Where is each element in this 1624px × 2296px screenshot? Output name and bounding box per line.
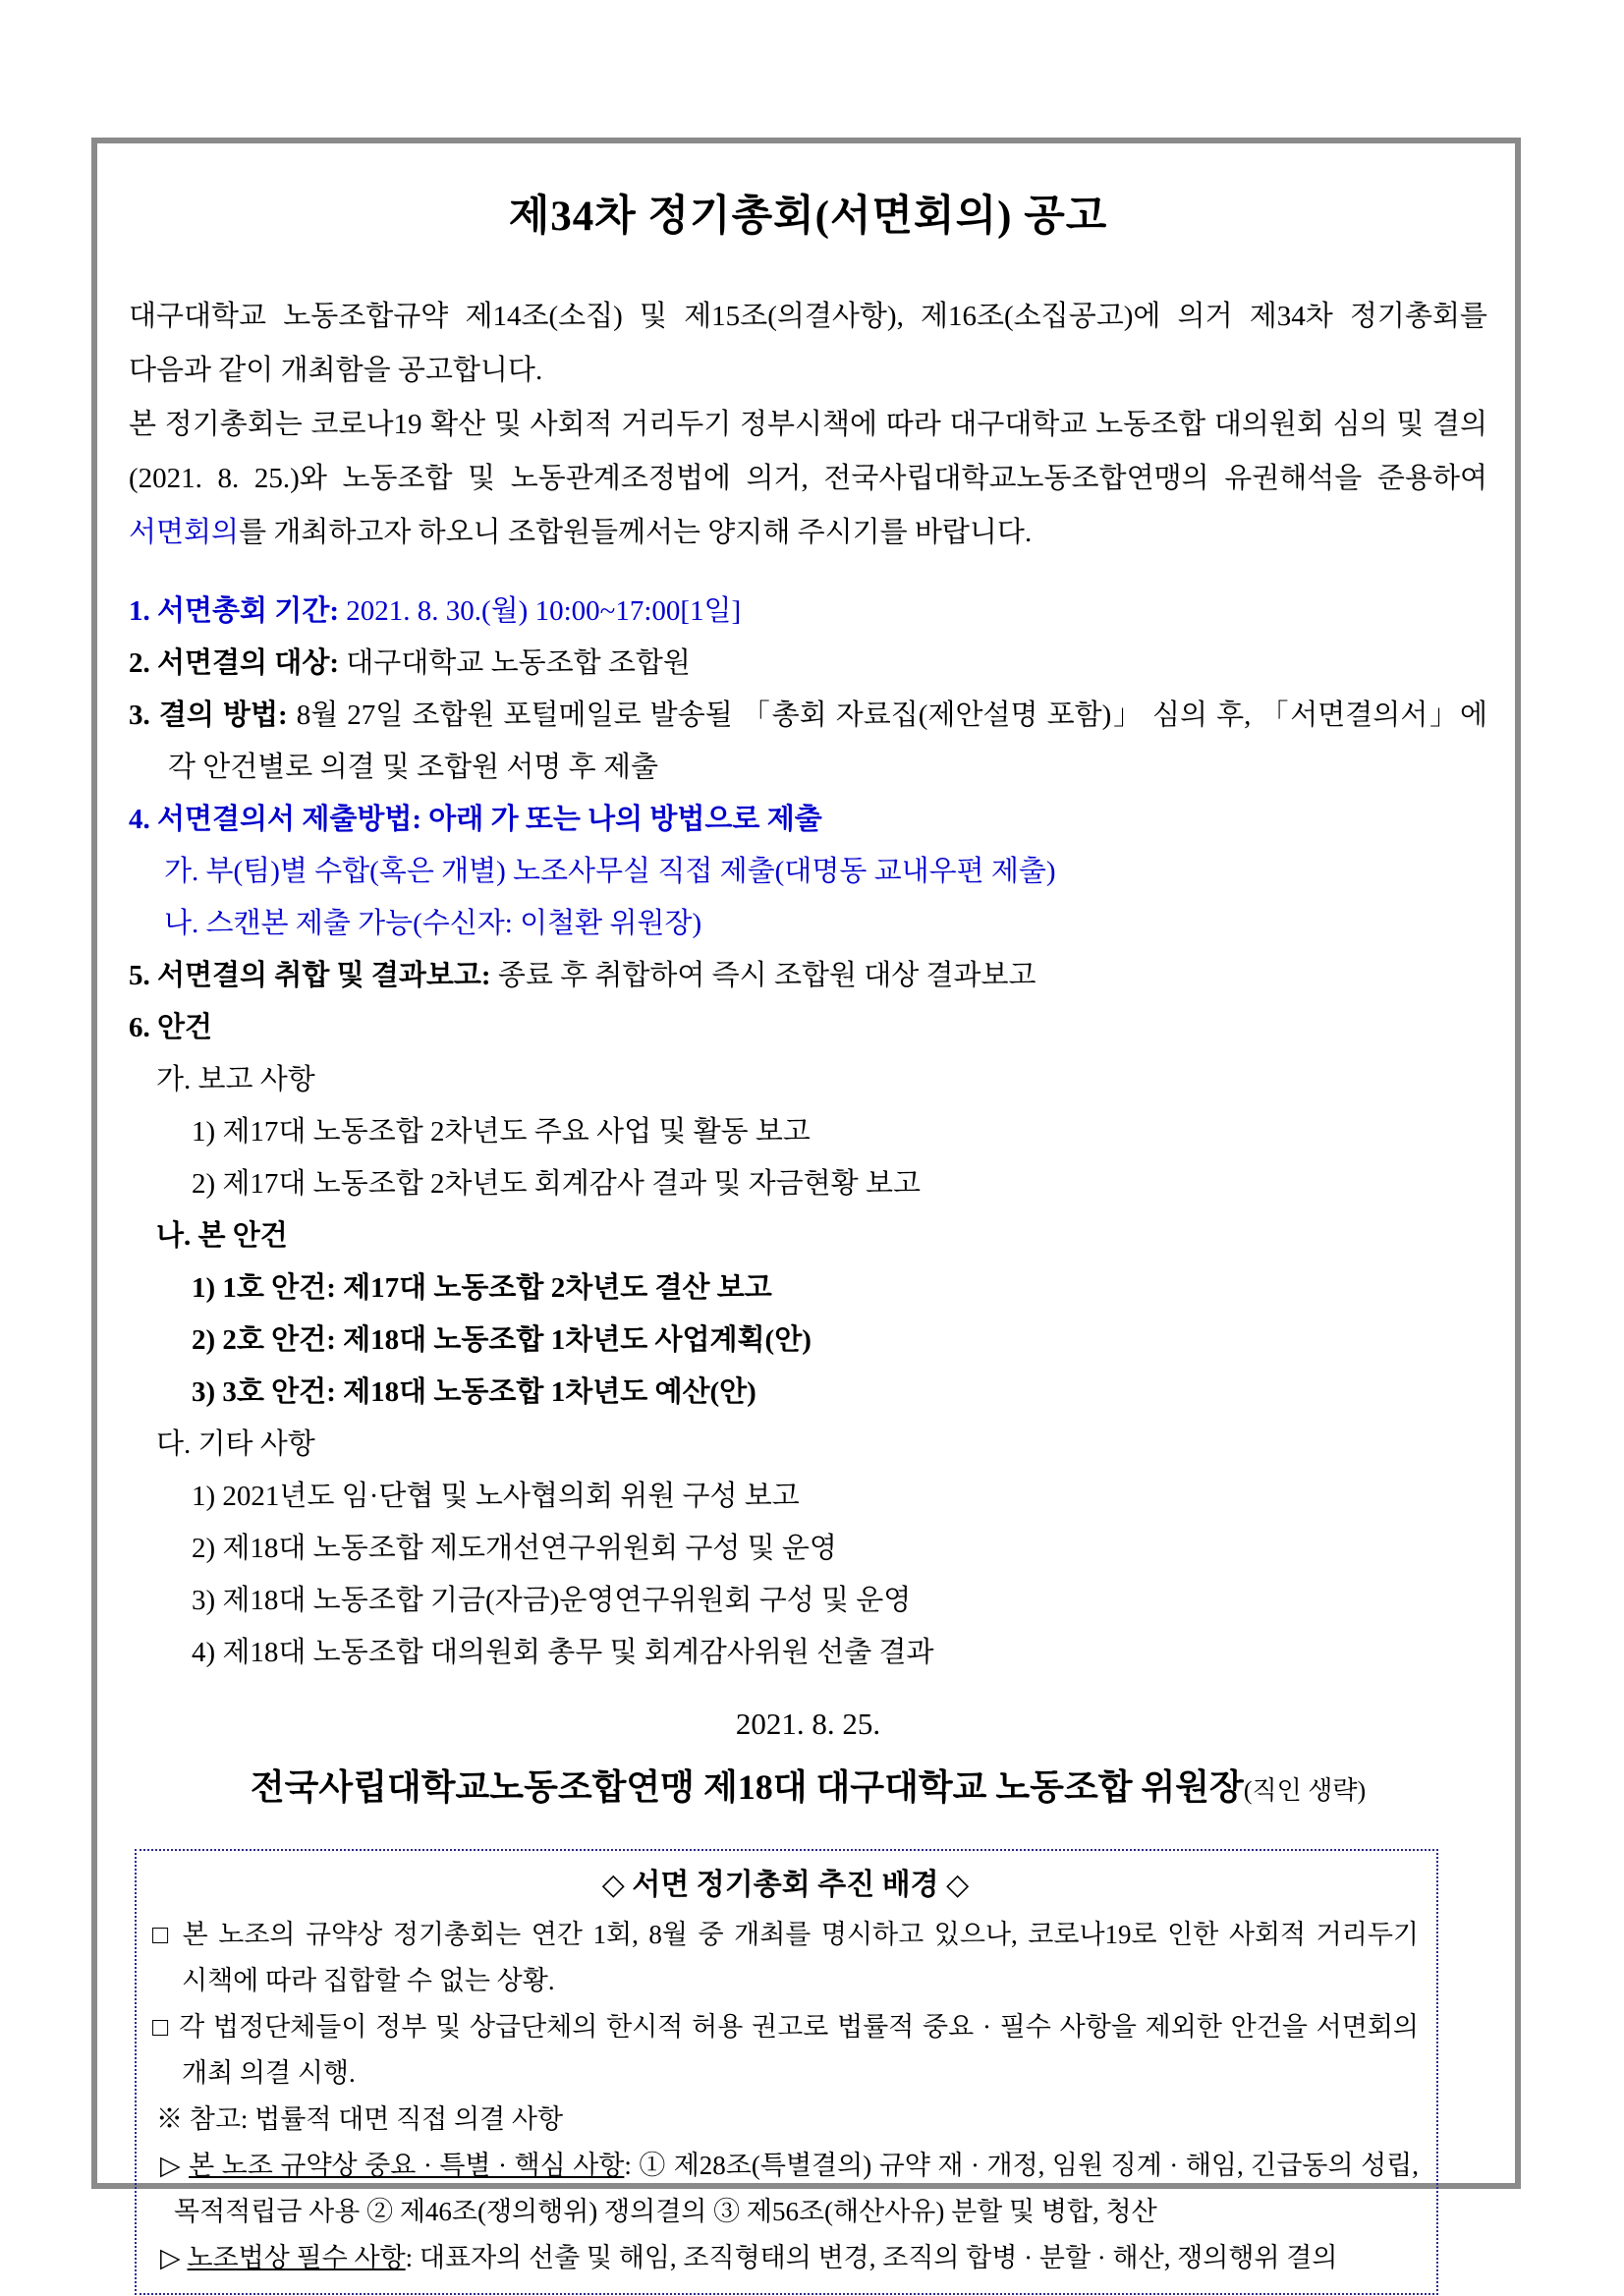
background-box-sub-item [152,2235,1419,2281]
agenda-main-item: 3) 3호 안건: 제18대 노동조합 1차년도 예산(안) [192,1376,756,1408]
list-item-4-text: 아래 가 또는 나의 방법으로 제출 [428,804,822,835]
intro-paragraph-2 [129,398,1487,560]
agenda-etc-item: 4) 제18대 노동조합 대의원회 총무 및 회계감사위원 선출 결과 [192,1637,934,1668]
background-box-item: □ 본 노조의 규약상 정기총회는 연간 1회, 8월 중 개최를 명시하고 있으나, 코로나19로 인한 사회적 거리두기 시책에 따라 집합할 수 없는 상황. [152,1920,1419,1995]
box-sub1-rest: : ① 제28조(특별결의) 규약 재 · 개정, 임원 징계 · 해임, 긴급동의 성립, 목적적립금 사용 ② 제46조(쟁의행위) 쟁의결의 ③ 제56조(해산사유) 분할 및 병합, 청산 [174,2151,1420,2226]
list-item-5 [129,950,1487,1002]
background-box-title: ◇ 서면 정기총회 추진 배경 ◇ [601,1869,970,1901]
list-item-6-label: 6. 안건 [129,1012,213,1043]
list-item-4-sub-ga: 가. 부(팀)별 수합(혹은 개별) 노조사무실 직접 제출(대명동 교내우편 제출) [164,856,1056,887]
list-item-2 [129,638,1487,690]
intro-paragraph-2-pre: 본 정기총회는 코로나19 확산 및 사회적 거리두기 정부시책에 따라 대구대학교 노동조합 대의원회 심의 및 결의(2021. 8. 25.)와 노동조합 및 노동관계조정법에 의거, 전국사립대학교노동조합연맹의 유권해석을 준용하여 [129,409,1487,494]
agenda-etc-header: 다. 기타 사항 [156,1428,315,1460]
intro-paragraph-1: 대구대학교 노동조합규약 제14조(소집) 및 제15조(의결사항), 제16조(소집공고)에 의거 제34차 정기총회를 다음과 같이 개최함을 공고합니다. [129,301,1487,386]
list-item-1-label: 1. 서면총회 기간: [129,595,339,627]
agenda-etc-item: 2) 제18대 노동조합 제도개선연구위원회 구성 및 운영 [192,1533,837,1564]
agenda-report-item: 2) 제17대 노동조합 2차년도 회계감사 결과 및 자금현황 보고 [192,1168,921,1200]
list-item-3-label: 3. 결의 방법: [129,700,288,731]
document-page [91,138,1521,2272]
agenda-main-item: 1) 1호 안건: 제17대 노동조합 2차년도 결산 보고 [192,1272,772,1304]
triangle-bullet-icon: ▷ [160,2151,182,2180]
background-box-item: □ 각 법정단체들이 정부 및 상급단체의 한시적 허용 권고로 법률적 중요 · 필수 사항을 제외한 안건을 서면회의 개최 의결 시행. [152,2012,1419,2088]
agenda-etc-item: 1) 2021년도 임·단협 및 노사협의회 위원 구성 보고 [192,1481,800,1512]
agenda-report-item: 1) 제17대 노동조합 2차년도 주요 사업 및 활동 보고 [192,1116,811,1148]
agenda-main-item: 2) 2호 안건: 제18대 노동조합 1차년도 사업계획(안) [192,1324,812,1356]
triangle-bullet-icon: ▷ [160,2243,181,2272]
signature-main: 전국사립대학교노동조합연맹 제18대 대구대학교 노동조합 위원장 [250,1767,1244,1807]
list-item-1 [129,586,1487,638]
agenda-main-header: 나. 본 안건 [156,1220,288,1252]
list-item-4-sub-na: 나. 스캔본 제출 가능(수신자: 이철환 위원장) [164,908,702,939]
list-item-1-text: 2021. 8. 30.(월) 10:00~17:00[1일] [346,595,742,627]
background-box [135,1849,1438,2295]
list-item-2-text: 대구대학교 노동조합 조합원 [346,647,691,679]
list-item-2-label: 2. 서면결의 대상: [129,647,339,679]
notice-list [129,586,1487,1679]
agenda-etc-item: 3) 제18대 노동조합 기금(자금)운영연구위원회 구성 및 운영 [192,1585,912,1616]
list-item-5-text: 종료 후 취합하여 즉시 조합원 대상 결과보고 [497,960,1036,991]
background-box-sub-item [152,2143,1419,2235]
list-item-3-text: 8월 27일 조합원 포털메일로 발송될 「총회 자료집(제안설명 포함)」 심의 후, 「서면결의서」에 각 안건별로 의결 및 조합원 서명 후 제출 [168,700,1488,783]
box-sub2-rest: : 대표자의 선출 및 해임, 조직형태의 변경, 조직의 합병 · 분할 · 해산, 쟁의행위 결의 [405,2243,1338,2272]
list-item-3 [129,690,1487,794]
list-item-6 [129,1002,1487,1054]
announcement-date: 2021. 8. 25. [735,1707,881,1741]
list-item-5-label: 5. 서면결의 취합 및 결과보고: [129,960,491,991]
signature-seal-note: (직인 생략) [1243,1776,1367,1805]
background-box-note: ※ 참고: 법률적 대면 직접 의결 사항 [156,2104,564,2134]
list-item-4 [129,794,1487,846]
list-item-4-label: 4. 서면결의서 제출방법: [129,804,422,835]
page-title: 제34차 정기총회(서면회의) 공고 [508,194,1108,240]
signature-line [129,1760,1487,1810]
box-sub2-underlined: 노조법상 필수 사항 [187,2243,406,2272]
agenda-report-header: 가. 보고 사항 [156,1064,315,1095]
written-meeting-highlight: 서면회의 [129,517,240,548]
box-sub1-underlined: 본 노조 규약상 중요 · 특별 · 핵심 사항 [189,2151,625,2180]
intro-paragraph-2-post: 를 개최하고자 하오니 조합원들께서는 양지해 주시기를 바랍니다. [239,517,1033,548]
